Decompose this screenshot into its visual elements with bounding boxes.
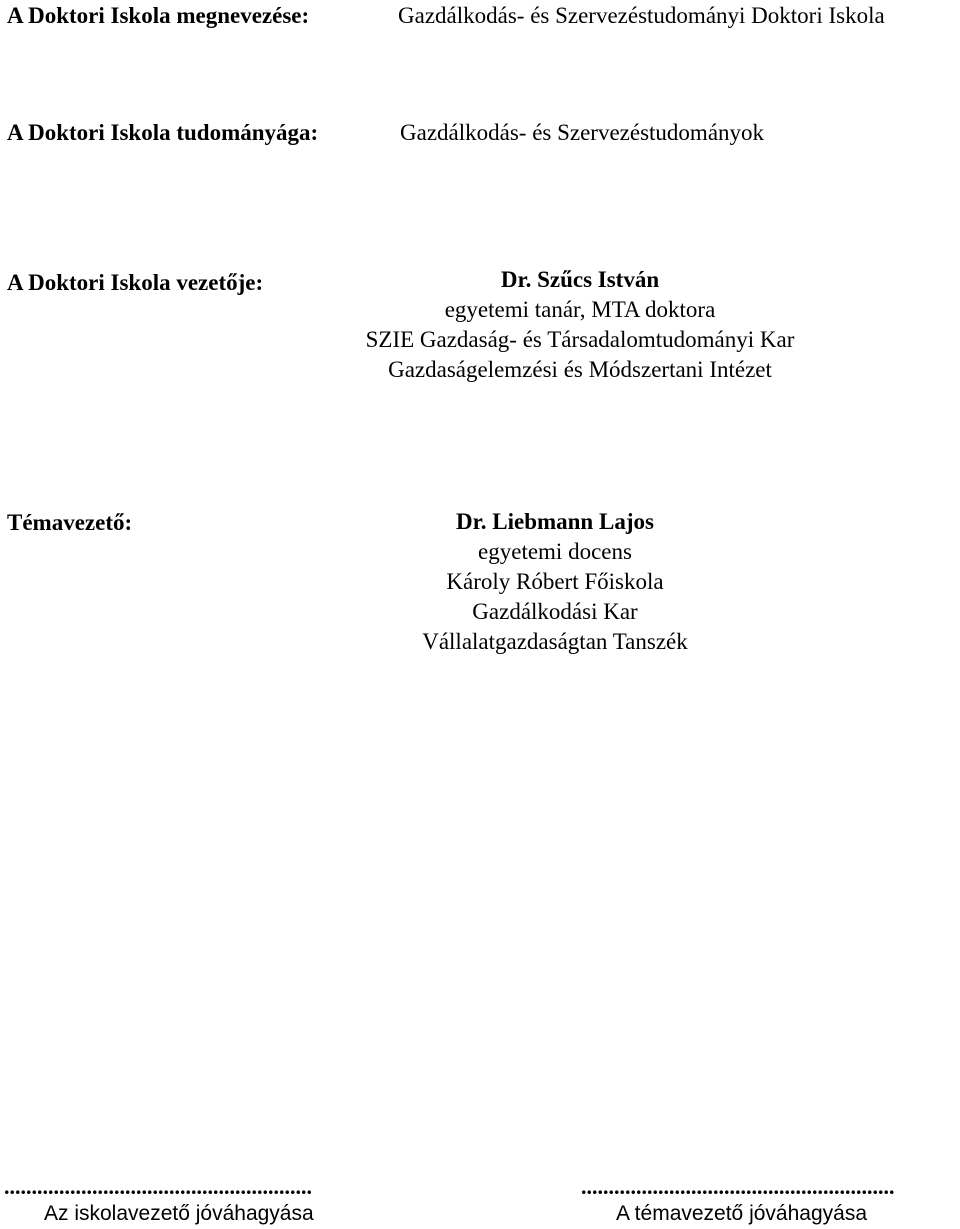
head-title: egyetemi tanár, MTA doktora — [444, 297, 716, 322]
supervisor-faculty: Gazdálkodási Kar — [472, 599, 638, 624]
school-name-label: A Doktori Iskola megnevezése: — [7, 3, 310, 28]
discipline-label: A Doktori Iskola tudományága: — [7, 120, 319, 145]
head-label: A Doktori Iskola vezetője: — [7, 270, 264, 295]
supervisor-department: Vállalatgazdaságtan Tanszék — [422, 629, 688, 654]
head-faculty: SZIE Gazdaság- és Társadalomtudományi Kar — [365, 327, 795, 352]
discipline-value: Gazdálkodás- és Szervezéstudományok — [400, 120, 765, 145]
supervisor-block — [380, 507, 730, 657]
head-block — [330, 265, 830, 385]
right-signature-label: A témavezető jóváhagyása — [616, 1202, 867, 1225]
left-signature-label: Az iskolavezető jóváhagyása — [44, 1202, 314, 1225]
head-name: Dr. Szűcs István — [500, 267, 660, 292]
head-institute: Gazdaságelemzési és Módszertani Intézet — [388, 357, 772, 382]
supervisor-title: egyetemi docens — [478, 539, 632, 564]
supervisor-institution: Károly Róbert Főiskola — [446, 569, 664, 594]
school-name-value: Gazdálkodás- és Szervezéstudományi Doktori Iskola — [398, 3, 885, 28]
supervisor-name: Dr. Liebmann Lajos — [456, 509, 654, 534]
supervisor-label: Témavezető: — [7, 510, 133, 535]
left-signature-line: ........................................................ — [4, 1176, 312, 1198]
right-signature-line: ......................................................... — [581, 1176, 895, 1198]
